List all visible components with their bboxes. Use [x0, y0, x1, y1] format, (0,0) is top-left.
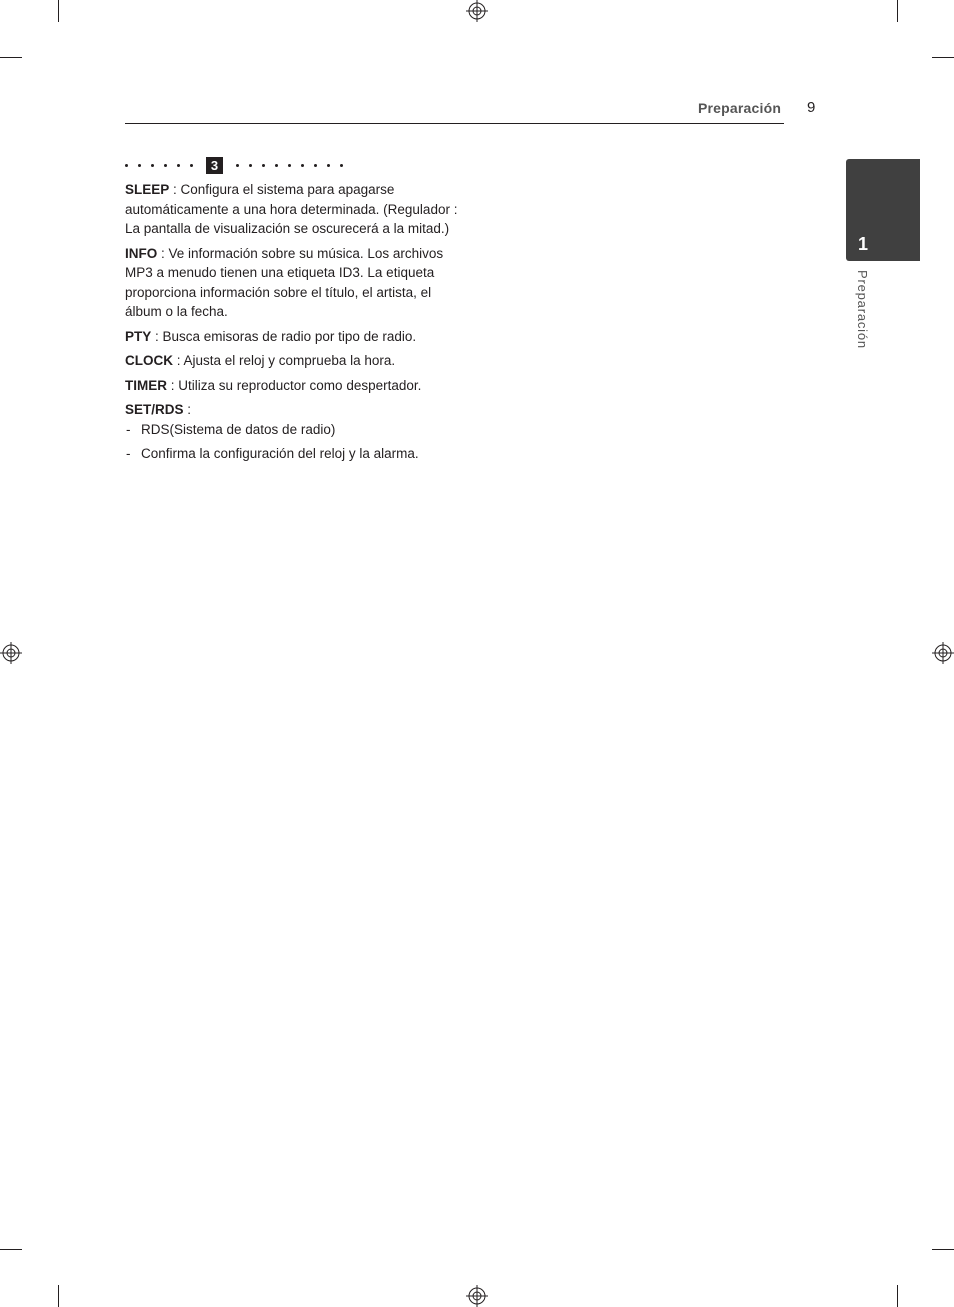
description-sleep [125, 180, 460, 239]
crop-mark-bottom-left [0, 1249, 22, 1250]
term-description: : Ajusta el reloj y comprueba la hora. [173, 353, 396, 368]
dot-separator [249, 164, 252, 167]
term-label: CLOCK [125, 353, 173, 368]
dot-separator [151, 164, 154, 167]
registration-mark-icon [466, 1285, 488, 1307]
list-item [125, 444, 460, 464]
term-description: : Ve información sobre su música. Los archivos MP3 a menudo tienen una etiqueta ID3. La etiqueta proporciona información sobre el título, el artista, el álbum o la fecha. [125, 245, 444, 319]
dot-separator [314, 164, 317, 167]
term-label: PTY [125, 328, 152, 344]
page-number: 9 [807, 99, 816, 116]
crop-mark-bottom-left [58, 1285, 59, 1307]
term-label: INFO [125, 245, 158, 261]
description-timer [125, 376, 460, 396]
registration-mark-icon [0, 642, 22, 664]
dot-separator [340, 164, 343, 167]
description-set-rds [125, 400, 460, 420]
header-section-title: Preparación [698, 100, 782, 116]
dot-separator [301, 164, 304, 167]
button-descriptions [125, 180, 460, 469]
description-info [125, 244, 460, 322]
registration-mark-icon [932, 642, 954, 664]
crop-mark-top-right [932, 57, 954, 58]
crop-mark-top-left [58, 0, 59, 22]
crop-mark-bottom-right [897, 1285, 898, 1307]
dot-separator [190, 164, 193, 167]
dash-bullet: - [126, 446, 131, 461]
registration-mark-icon [466, 0, 488, 22]
dot-separator [125, 164, 128, 167]
crop-mark-top-left [0, 57, 22, 58]
list-item [125, 420, 460, 440]
term-label: SET/RDS [125, 402, 184, 417]
dash-bullet: - [126, 421, 131, 437]
term-label: TIMER [125, 377, 167, 393]
term-description: : [183, 402, 192, 417]
crop-mark-bottom-right [932, 1249, 954, 1250]
list-item-text: RDS(Sistema de datos de radio) [141, 421, 336, 437]
dot-separator [275, 164, 278, 167]
term-description: : Configura el sistema para apagarse automáticamente a una hora determinada. (Regulador : La pantalla de visualización se oscurecerá a la mitad.) [125, 182, 458, 236]
dot-separator [236, 164, 239, 167]
set-rds-sublist [125, 420, 460, 464]
term-description: : Busca emisoras de radio por tipo de radio. [151, 328, 417, 344]
term-label: SLEEP [125, 182, 170, 197]
description-pty [125, 327, 460, 347]
header-divider [125, 123, 784, 124]
dot-separator [288, 164, 291, 167]
remote-section-marker: 3 [206, 157, 223, 174]
description-clock [125, 351, 460, 371]
dot-separator [164, 164, 167, 167]
term-description: : Utiliza su reproductor como despertador. [167, 377, 422, 393]
crop-mark-top-right [897, 0, 898, 22]
dot-separator [327, 164, 330, 167]
dot-separator [177, 164, 180, 167]
list-item-text: Confirma la configuración del reloj y la alarma. [141, 446, 419, 461]
chapter-tab-label: Preparación [855, 270, 870, 349]
dot-separator [262, 164, 265, 167]
remote-section-marker-row [125, 157, 353, 174]
dot-separator [138, 164, 141, 167]
chapter-tab-number: 1 [858, 234, 869, 254]
